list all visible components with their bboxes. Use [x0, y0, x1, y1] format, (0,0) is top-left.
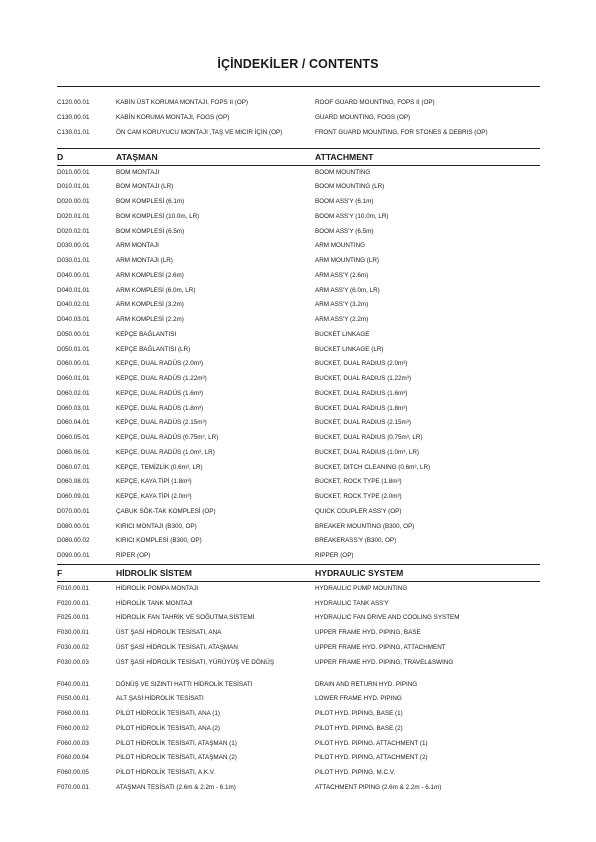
- entry-code: D060.08.01: [57, 478, 90, 486]
- entry-title-en: UPPER FRAME HYD. PIPING, TRAVEL&SWING: [315, 658, 454, 666]
- entry-title-tr: ARM KOMPLESİ (2.2m): [116, 316, 184, 323]
- entry-code: D060.05.01: [57, 434, 90, 441]
- entry-title-tr: DÖNÜŞ VE SIZINTI HATTI HİDROLİK TESİSATI: [116, 680, 253, 688]
- entry-code: D010.01.01: [57, 183, 90, 191]
- contents-entry: [57, 505, 540, 520]
- entry-code: C130.01.01: [57, 128, 90, 136]
- entry-title-en: BUCKET, DUAL RADIUS (1.22m³): [315, 375, 411, 382]
- entry-title-en: BREAKER MOUNTING (B300, OP): [315, 522, 415, 530]
- section-header: [57, 148, 540, 166]
- entry-code: F020.00.01: [57, 599, 89, 607]
- entry-code: D030.01.01: [57, 257, 90, 264]
- entry-code: D040.02.01: [57, 301, 90, 309]
- entry-title-tr: ÜST ŞASİ HİDROLİK TESİSATI, ANA: [116, 629, 222, 636]
- contents-entry: [57, 490, 540, 505]
- entry-title-en: ARM ASS'Y (3.2m): [315, 301, 369, 309]
- entry-title-tr: KEPÇE BAĞLANTISI (LR): [116, 345, 191, 353]
- entry-title-en: ROOF GUARD MOUNTING, FOPS II (OP): [315, 99, 435, 106]
- entry-code: D040.00.01: [57, 271, 90, 279]
- entry-title-en: BUCKET LINKAGE (LR): [315, 345, 384, 353]
- entry-title-tr: KIRICI KOMPLESİ (B300, OP): [116, 537, 202, 545]
- entry-code: F060.00.02: [57, 724, 89, 732]
- entry-title-en: BOOM MOUNTING: [315, 168, 371, 176]
- entry-code: D060.04.01: [57, 419, 90, 427]
- entry-code: D020.02.01: [57, 227, 90, 235]
- entry-title-en: BUCKET, DUAL RADIUS (1.8m³): [315, 404, 408, 412]
- entry-code: F040.00.01: [57, 680, 89, 688]
- entry-title-en: ARM ASS'Y (2.2m): [315, 316, 369, 323]
- entry-code: F070.00.01: [57, 783, 89, 791]
- entry-title-en: HYDRAULIC TANK ASS'Y: [315, 599, 389, 607]
- contents-entry: [57, 549, 540, 564]
- entry-code: D060.02.01: [57, 389, 90, 397]
- contents-entry: [57, 402, 540, 417]
- contents-entry: [57, 269, 540, 284]
- section-title-en: ATTACHMENT: [315, 151, 374, 162]
- contents-entry: [57, 461, 540, 476]
- contents-entry: [57, 431, 540, 446]
- entry-code: D060.03.01: [57, 404, 90, 412]
- contents-table: [57, 96, 540, 796]
- entry-code: F060.00.01: [57, 710, 89, 717]
- entry-title-tr: PİLOT HİDROLİK TESİSATI, ATAŞMAN (1): [116, 739, 237, 747]
- entry-code: F060.00.04: [57, 754, 89, 762]
- entry-title-tr: ATAŞMAN TESİSATI (2.6m & 2.2m - 6.1m): [116, 783, 236, 791]
- entry-title-tr: PİLOT HİDROLİK TESİSATI, ATAŞMAN (2): [116, 754, 237, 762]
- entry-title-tr: ÖN CAM KORUYUCU MONTAJI ,TAŞ VE MICIR İÇİN (OP): [116, 128, 283, 136]
- entry-title-en: LOWER FRAME HYD. PIPING: [315, 695, 402, 703]
- entry-code: F060.00.03: [57, 739, 89, 747]
- entry-code: D060.09.01: [57, 493, 90, 500]
- contents-entry: [57, 166, 540, 181]
- contents-entry: [57, 416, 540, 431]
- entry-code: F050.00.01: [57, 695, 89, 703]
- contents-entry: [57, 656, 540, 678]
- entry-code: D070.00.01: [57, 507, 90, 515]
- entry-title-tr: ARM KOMPLESİ (3.2m): [116, 301, 184, 309]
- entry-title-tr: PİLOT HİDROLİK TESİSATI, A.K.V.: [116, 769, 216, 776]
- entry-title-tr: KEPÇE, DUAL RADÜS (0.75m³, LR): [116, 434, 219, 441]
- entry-title-en: RIPPER (OP): [315, 552, 354, 559]
- contents-entry: [57, 343, 540, 358]
- entry-code: D020.01.01: [57, 212, 90, 220]
- entry-code: D060.07.01: [57, 463, 90, 471]
- entry-code: D010.00.01: [57, 168, 90, 176]
- entry-title-tr: HİDROLİK POMPA MONTAJI: [116, 584, 199, 592]
- entry-code: D020.00.01: [57, 198, 90, 205]
- contents-entry: [57, 126, 540, 148]
- entry-title-en: HYDRAULIC FAN DRIVE AND COOLING SYSTEM: [315, 614, 460, 622]
- entry-title-tr: KABİN KORUMA MONTAJI, FOGS (OP): [116, 113, 230, 121]
- section-letter: D: [57, 151, 64, 162]
- entry-title-tr: KEPÇE, KAYA TİPİ (2.0m³): [116, 493, 192, 500]
- entry-title-tr: KEPÇE, TEMİZLİK (0.6m³, LR): [116, 463, 203, 471]
- entry-title-tr: KIRICI MONTAJI (B300, OP): [116, 522, 197, 530]
- entry-title-tr: ÜST ŞASİ HİDROLİK TESİSATI, YÜRÜYÜŞ VE DÖNÜŞ: [116, 658, 275, 666]
- entry-title-tr: KEPÇE, KAYA TİPİ (1.8m³): [116, 478, 192, 486]
- entry-code: D090.00.01: [57, 552, 90, 559]
- entry-title-en: BUCKET LINKAGE: [315, 330, 370, 338]
- entry-title-tr: BOM KOMPLESİ (6.5m): [116, 227, 185, 235]
- entry-title-en: BUCKET, DUAL RADIUS (1.0m³, LR): [315, 448, 420, 456]
- contents-entry: [57, 534, 540, 549]
- entry-code: D050.00.01: [57, 330, 90, 338]
- entry-title-en: DRAIN AND RETURN HYD. PIPING: [315, 680, 418, 688]
- contents-entry: [57, 626, 540, 641]
- entry-title-en: BUCKET, ROCK TYPE (2.0m³): [315, 493, 402, 500]
- entry-code: D080.00.01: [57, 522, 90, 530]
- entry-code: D060.06.01: [57, 448, 90, 456]
- entry-title-tr: BOM KOMPLESİ (10.0m, LR): [116, 212, 200, 220]
- entry-title-tr: ARM MONTAJI (LR): [116, 257, 173, 264]
- contents-entry: [57, 357, 540, 372]
- entry-title-tr: KEPÇE, DUAL RADÜS (1.0m³, LR): [116, 448, 215, 456]
- section-letter: F: [57, 567, 63, 578]
- entry-title-tr: ARM KOMPLESİ (2.6m): [116, 271, 184, 279]
- entry-title-en: PILOT HYD. PIPING, BASE (1): [315, 710, 403, 717]
- contents-entry: [57, 180, 540, 195]
- contents-entry: [57, 387, 540, 402]
- contents-entry: [57, 284, 540, 299]
- entry-title-tr: RİPER (OP): [116, 552, 151, 559]
- entry-code: C120.00.01: [57, 99, 90, 106]
- entry-code: F060.00.05: [57, 769, 89, 776]
- entry-title-tr: ÜST ŞASİ HİDROLİK TESİSATI, ATAŞMAN: [116, 643, 238, 651]
- contents-entry: [57, 781, 540, 796]
- contents-entry: [57, 446, 540, 461]
- entry-title-en: PILOT HYD. PIPING, ATTACHMENT (2): [315, 754, 428, 762]
- contents-entry: [57, 328, 540, 343]
- contents-entry: [57, 707, 540, 722]
- contents-entry: [57, 210, 540, 225]
- entry-title-tr: HİDROLİK FAN TAHRİK VE SOĞUTMA SİSTEMİ: [116, 614, 255, 622]
- entry-title-tr: KABİN ÜST KORUMA MONTAJI, FOPS II (OP): [116, 99, 249, 106]
- entry-title-tr: BOM MONTAJI: [116, 168, 160, 176]
- section-title-tr: ATAŞMAN: [116, 151, 158, 162]
- entry-title-tr: ARM KOMPLESİ (6.0m, LR): [116, 286, 196, 294]
- contents-entry: [57, 751, 540, 766]
- contents-entry: [57, 737, 540, 752]
- entry-title-en: FRONT GUARD MOUNTING, FOR STONES & DEBRIS (OP): [315, 128, 488, 136]
- entry-title-en: GUARD MOUNTING, FOGS (OP): [315, 113, 411, 121]
- entry-title-en: ARM MOUNTING: [315, 242, 366, 250]
- contents-entry: [57, 722, 540, 737]
- entry-title-en: UPPER FRAME HYD. PIPING, BASE: [315, 629, 421, 636]
- section-title-tr: HİDROLİK SİSTEM: [116, 567, 192, 578]
- entry-title-en: PILOT HYD. PIPING, BASE (2): [315, 724, 403, 732]
- entry-title-tr: KEPÇE, DUAL RADÜS (1.6m³): [116, 389, 204, 397]
- page-title: İÇİNDEKİLER / CONTENTS: [217, 57, 379, 71]
- entry-title-en: BUCKET, DUAL RADIUS (2.15m³): [315, 419, 411, 427]
- contents-entry: [57, 641, 540, 656]
- entry-code: F030.00.02: [57, 643, 89, 651]
- entry-code: D030.00.01: [57, 242, 90, 250]
- contents-entry: [57, 254, 540, 269]
- entry-code: D060.01.01: [57, 375, 90, 382]
- entry-title-en: ARM ASS'Y (2.6m): [315, 271, 369, 279]
- entry-title-en: ATTACHMENT PIPING (2.6m & 2.2m - 6.1m): [315, 783, 442, 791]
- contents-entry: [57, 313, 540, 328]
- entry-title-en: ARM MOUNTING (LR): [315, 257, 380, 264]
- entry-title-en: PILOT HYD. PIPING, ATTACHMENT (1): [315, 739, 428, 747]
- entry-title-tr: KEPÇE, DUAL RADÜS (2.0m³): [116, 360, 204, 368]
- contents-entry: [57, 225, 540, 240]
- contents-entry: [57, 475, 540, 490]
- entry-title-tr: KEPÇE BAĞLANTISI: [116, 330, 177, 338]
- entry-title-en: BOOM MOUNTING (LR): [315, 183, 385, 191]
- entry-title-en: BUCKET, DUAL RADIUS (0.75m³, LR): [315, 434, 423, 441]
- entry-title-en: PILOT HYD. PIPING, M.C.V.: [315, 769, 396, 776]
- contents-entry: [57, 520, 540, 535]
- entry-title-tr: ÇABUK SÖK-TAK KOMPLESİ (OP): [116, 507, 216, 515]
- entry-code: F030.00.01: [57, 629, 89, 636]
- entry-title-en: BUCKET, ROCK TYPE (1.8m³): [315, 478, 402, 486]
- contents-entry: [57, 372, 540, 387]
- entry-title-en: UPPER FRAME HYD. PIPING, ATTACHMENT: [315, 643, 446, 651]
- entry-title-en: BUCKET, DUAL RADIUS (1.6m³): [315, 389, 408, 397]
- entry-title-tr: HİDROLİK TANK MONTAJI: [116, 599, 193, 607]
- entry-title-en: QUICK COUPLER ASS'Y (OP): [315, 507, 402, 515]
- entry-code: D060.00.01: [57, 360, 90, 368]
- entry-title-en: BUCKET, DITCH CLEANING (0.6m³, LR): [315, 463, 431, 471]
- contents-entry: [57, 692, 540, 707]
- entry-title-en: BOOM ASS'Y (10.0m, LR): [315, 212, 389, 220]
- entry-code: C130.00.01: [57, 113, 90, 121]
- contents-entry: [57, 611, 540, 626]
- entry-code: D040.03.01: [57, 316, 90, 323]
- section-title-en: HYDRAULIC SYSTEM: [315, 567, 404, 578]
- contents-entry: [57, 678, 540, 693]
- entry-title-tr: BOM MONTAJI (LR): [116, 183, 174, 191]
- contents-entry: [57, 195, 540, 210]
- contents-entry: [57, 239, 540, 254]
- section-header: [57, 564, 540, 582]
- entry-title-tr: PİLOT HİDROLİK TESİSATI, ANA (1): [116, 710, 220, 717]
- contents-entry: [57, 582, 540, 597]
- entry-title-tr: KEPÇE, DUAL RADÜS (1.22m³): [116, 375, 207, 382]
- entry-title-en: BUCKET, DUAL RADIUS (2.0m³): [315, 360, 408, 368]
- contents-entry: [57, 298, 540, 313]
- entry-code: F030.00.03: [57, 658, 89, 666]
- title-divider: [57, 86, 540, 87]
- contents-entry: [57, 111, 540, 126]
- entry-title-en: BOOM ASS'Y (6.5m): [315, 227, 374, 235]
- contents-entry: [57, 96, 540, 111]
- entry-title-tr: KEPÇE, DUAL RADÜS (2.15m³): [116, 419, 207, 427]
- entry-title-en: HYDRAULIC PUMP MOUNTING: [315, 584, 408, 592]
- entry-title-tr: PİLOT HİDROLİK TESİSATI, ANA (2): [116, 724, 220, 732]
- entry-code: D050.01.01: [57, 345, 90, 353]
- entry-title-tr: ARM MONTAJI: [116, 242, 159, 250]
- entry-code: D080.00.02: [57, 537, 90, 545]
- entry-code: F010.00.01: [57, 584, 89, 592]
- entry-title-en: ARM ASS'Y (6.0m, LR): [315, 286, 380, 294]
- entry-title-en: BREAKERASS'Y (B300, OP): [315, 537, 397, 545]
- entry-title-tr: ALT ŞASİ HİDROLİK TESİSATI: [116, 695, 204, 703]
- entry-title-tr: BOM KOMPLESİ (6.1m): [116, 198, 185, 205]
- entry-code: D040.01.01: [57, 286, 90, 294]
- contents-entry: [57, 766, 540, 781]
- entry-title-en: BOOM ASS'Y (6.1m): [315, 198, 374, 205]
- entry-code: F025.00.01: [57, 614, 89, 622]
- contents-entry: [57, 597, 540, 612]
- entry-title-tr: KEPÇE, DUAL RADÜS (1.8m³): [116, 404, 204, 412]
